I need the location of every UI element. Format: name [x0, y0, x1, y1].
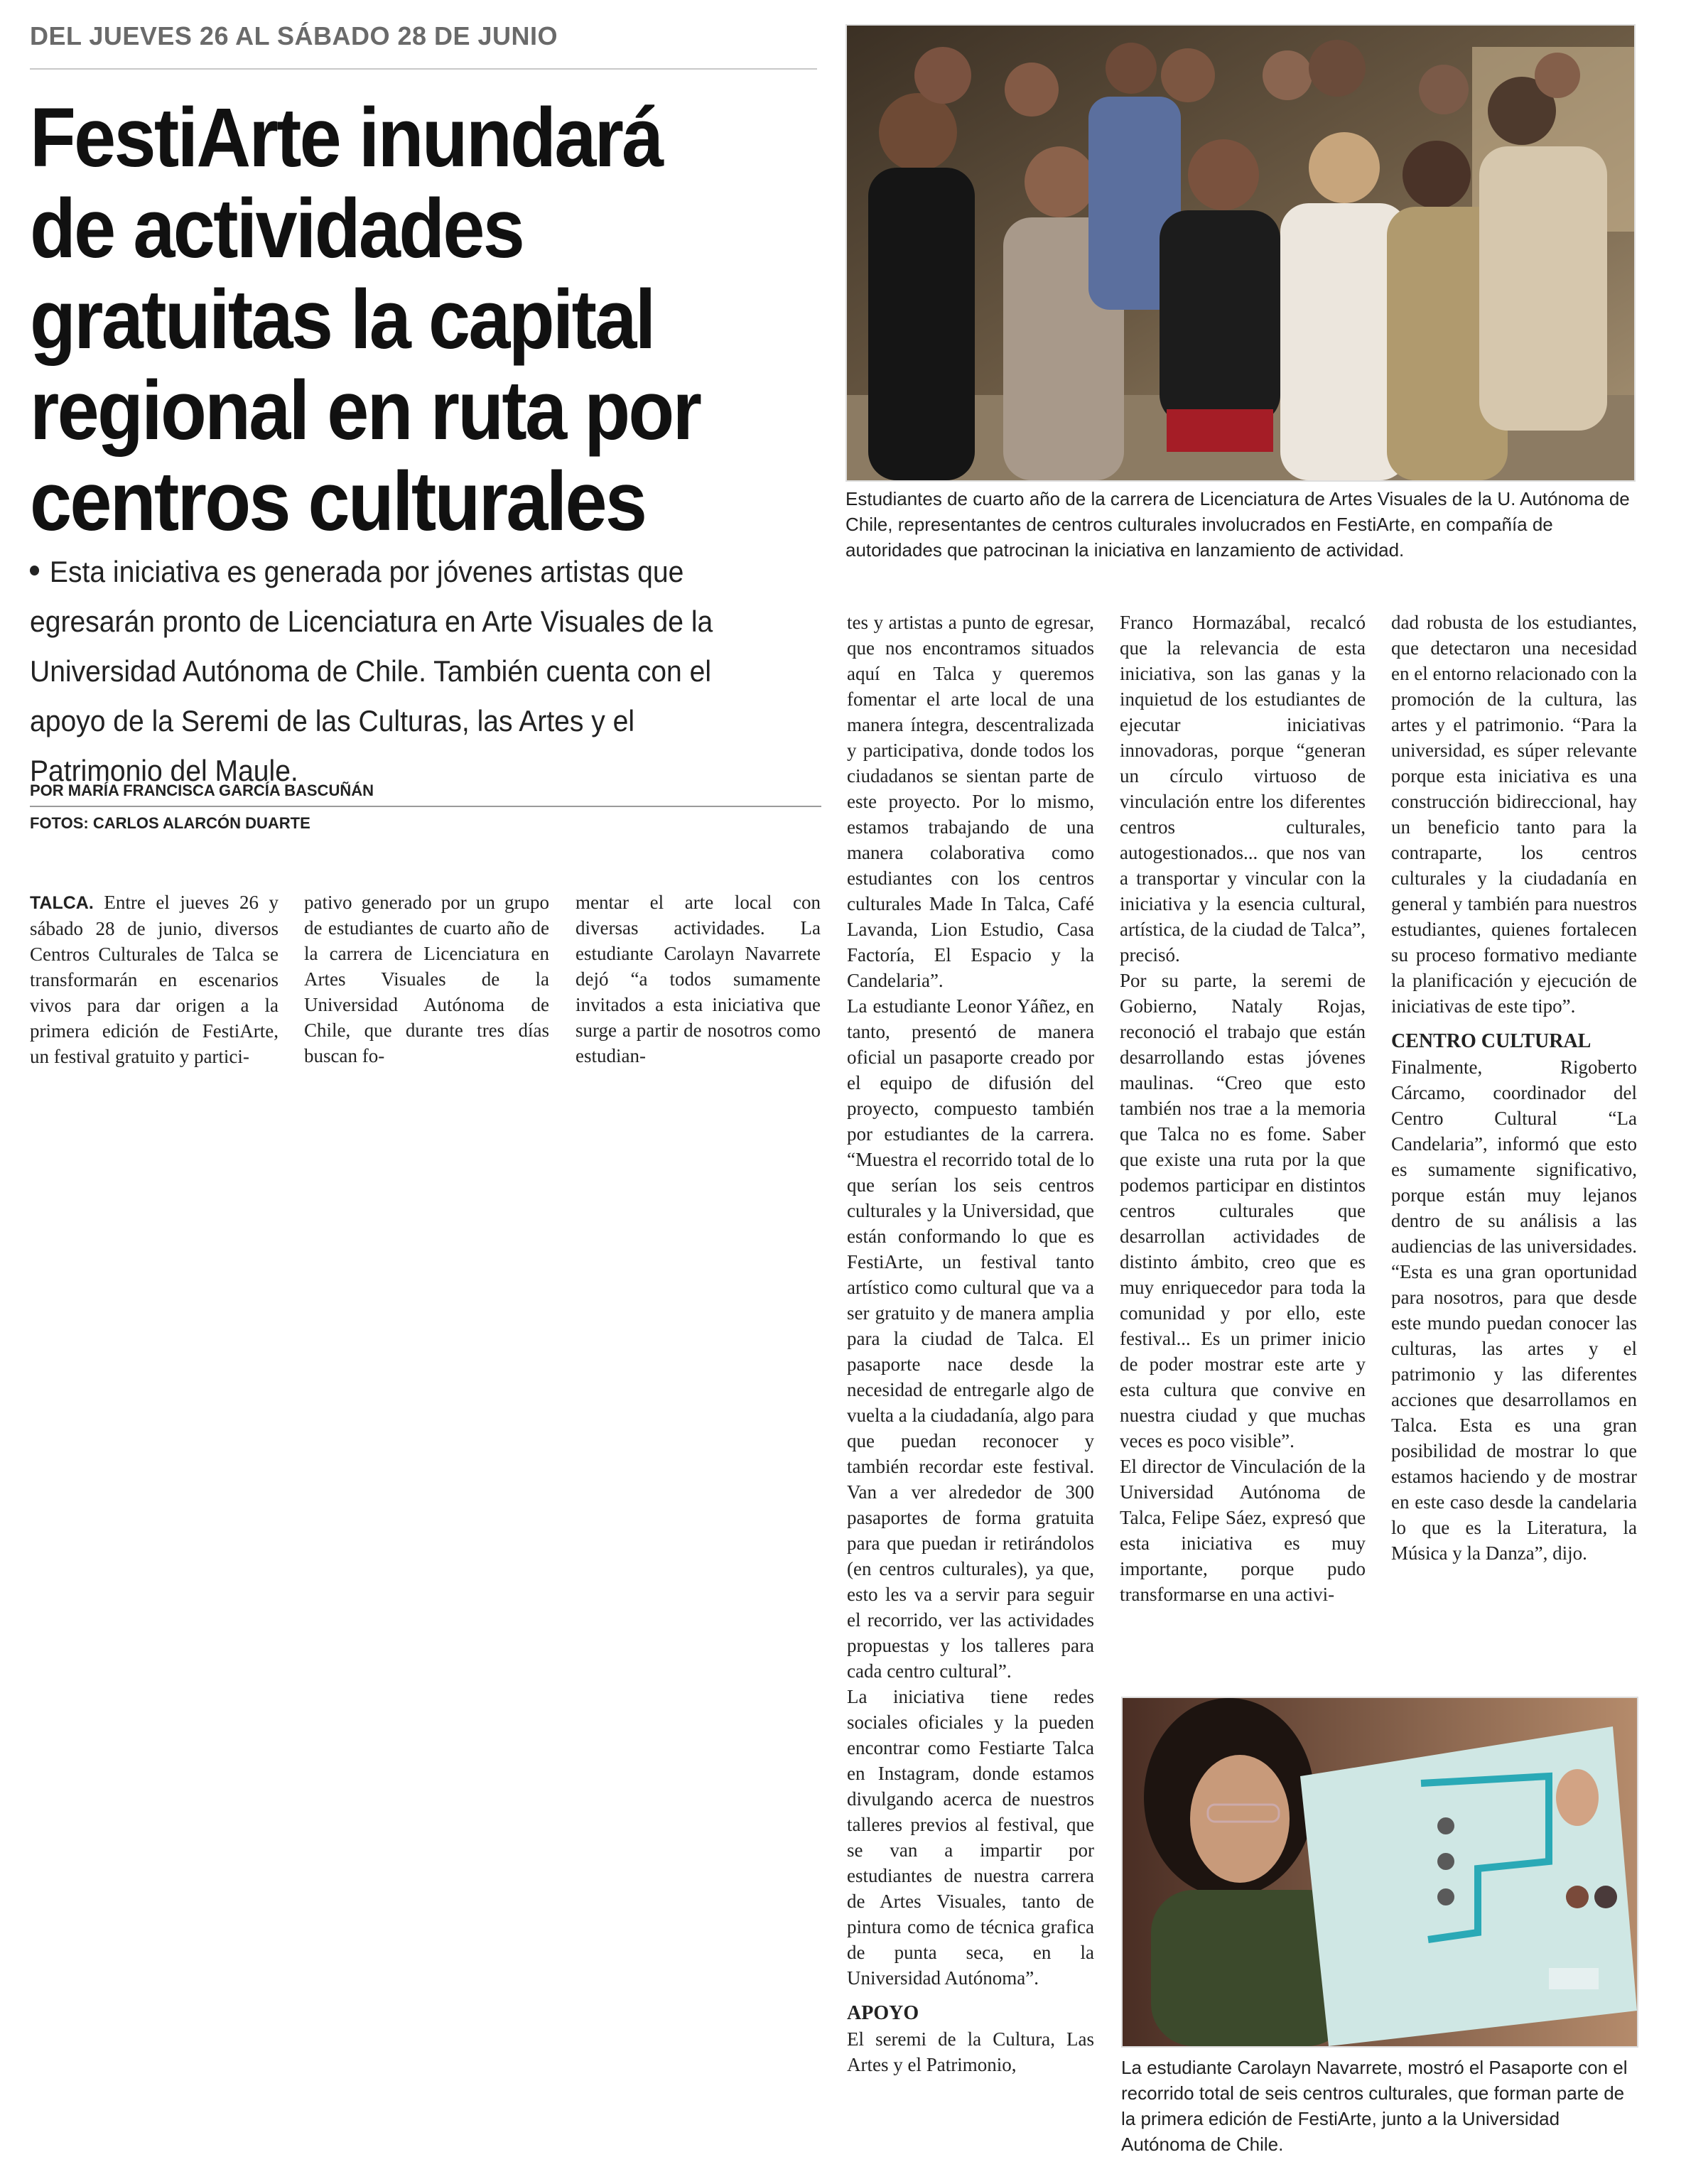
issue-date: DEL JUEVES 26 AL SÁBADO 28 DE JUNIO [30, 21, 817, 70]
bottom-photo-caption: La estudiante Carolayn Navarrete, mostró el Pasaporte con el recorrido total de seis centros culturales, que forman parte de la primera edición de FestiArte, junto a la Universidad Autónoma de Chile. [1121, 2057, 1628, 2155]
article-column-1 [30, 890, 279, 1069]
headline: FestiArte inundará de actividades gratuitas la capital regional en ruta por centros culturales [30, 91, 701, 548]
article-column-6 [1391, 610, 1637, 1566]
dateline: TALCA. [30, 893, 94, 913]
column-5-paragraph-1: Franco Hormazábal, recalcó que la relevancia de esta iniciativa, son las ganas y la inquietud de los estudiantes de ejecutar iniciativas innovadoras, porque “generan un círculo virtuoso de vinculación entre los diferentes centros culturales, autogestionados... que nos van a transportar y vincular con la iniciativa y la esencia cultural, artística, de la ciudad de Talca”, precisó. [1120, 612, 1366, 966]
column-4-paragraph-3: La iniciativa tiene redes sociales oficiales y la pueden encontrar como Festiarte Talca en Instagram, donde estamos divulgando acerca de nuestros talleres previos al festival, que se van a impartir por estudiantes de nuestra carrera de Artes Visuales, tanto de pintura como de técnica grafica de punta seca, en la Universidad Autónoma”. [847, 1686, 1094, 1989]
column-1-text: Entre el jueves 26 y sábado 28 de junio, diversos Centros Culturales de Talca se transformarán en escenarios vivos para dar origen a la primera edición de FestiArte, un festival gratuito y partici- [30, 892, 279, 1067]
column-6-paragraph-2: Finalmente, Rigoberto Cárcamo, coordinador del Centro Cultural “La Candelaria”, informó que esto es sumamente significativo, porque están muy lejanos dentro de su análisis a las audiencias de las universidades. “Esta es una gran oportunidad para nosotros, para que desde este mundo puedan conocer las culturas, las artes y el patrimonio y las diferentes acciones que desarrollamos en Talca. Esta es una gran posibilidad de mostrar lo que estamos haciendo y de mostrar en este caso desde la candelaria lo que es la Literatura, la Música y la Danza”, dijo. [1391, 1056, 1637, 1564]
top-photo-caption: Estudiantes de cuarto año de la carrera de Licenciatura de Artes Visuales de la U. Autónoma de Chile, representantes de centros culturales involucrados en FestiArte, en compañía de autoridades que patrocinan la iniciativa en lanzamiento de actividad. [845, 488, 1630, 561]
article-column-3 [575, 890, 821, 1069]
column-3-text: mentar el arte local con diversas actividades. La estudiante Carolayn Navarrete dejó “a todos sumamente invitados a esta iniciativa que surge a partir de nosotros como estudian- [575, 892, 821, 1066]
subheading-centro-cultural: CENTRO CULTURAL [1391, 1030, 1592, 1052]
lead-text: Esta iniciativa es generada por jóvenes artistas que egresarán pronto de Licenciatura en Arte Visuales de la Universidad Autónoma de Chile. También cuenta con el apoyo de la Seremi de las Culturas, las Artes y el Patrimonio del Maule. [30, 555, 713, 787]
article-column-2 [304, 890, 549, 1069]
column-4-paragraph-1: tes y artistas a punto de egresar, que nos encontramos situados aquí en Talca y queremos fomentar el arte local de una manera íntegra, descentralizada y participativa, donde todos los ciudadanos se sientan parte de este proyecto. Por lo mismo, estamos trabajando de una manera colaborativa como estudiantes con los centros culturales Made In Talca, Café Lavanda, Lion Estudio, Casa Factoría, El Espacio y la Candelaria”. [847, 612, 1094, 991]
column-6-paragraph-1: dad robusta de los estudiantes, que detectaron una necesidad en el entorno relacionado con la promoción de la cultura, las artes y el patrimonio. “Para la universidad, es súper relevante porque esta iniciativa es una construcción bidireccional, hay un beneficio tanto para la contraparte, los centros culturales y la ciudadanía en general y también para nuestros estudiantes, quienes fortalecen su proceso formativo mediante la planificación y ejecución de iniciativas de este tipo”. [1391, 612, 1637, 1017]
student-photo [1121, 1697, 1638, 2048]
article-column-5 [1120, 610, 1366, 1607]
student-with-map-photo-icon [1123, 1698, 1637, 2046]
article-column-4 [847, 610, 1094, 2077]
column-4-paragraph-4: El seremi de la Cultura, Las Artes y el Patrimonio, [847, 2028, 1094, 2075]
photo-credit: FOTOS: CARLOS ALARCÓN DUARTE [30, 814, 310, 832]
column-2-text: pativo generado por un grupo de estudiantes de cuarto año de la carrera de Licenciatura en Artes Visuales de la Universidad Autónoma de Chile, que durante tres días buscan fo- [304, 892, 549, 1066]
lead-paragraph [30, 547, 770, 796]
group-photo-icon [847, 26, 1634, 480]
group-photo [845, 24, 1636, 482]
subheading-apoyo: APOYO [847, 2002, 919, 2024]
column-5-paragraph-3: El director de Vinculación de la Universidad Autónoma de Talca, Felipe Sáez, expresó que esta iniciativa es muy importante, porque pudo transformarse en una activi- [1120, 1456, 1366, 1605]
bullet-icon [30, 566, 39, 575]
column-5-paragraph-2: Por su parte, la seremi de Gobierno, Nataly Rojas, reconoció el trabajo que están desarrollando estas jóvenes maulinas. “Creo que esto también nos trae a la memoria que Talca no es fome. Saber que existe una ruta por la que podemos participar en distintos centros culturales que desarrollan actividades de distinto ámbito, creo que es muy enriquecedor para toda la comunidad y por ello, este festival... Es un primer inicio de poder mostrar este arte y esta cultura que convive en nuestra ciudad y que muchas veces es poco visible”. [1120, 970, 1366, 1452]
byline: POR MARÍA FRANCISCA GARCÍA BASCUÑÁN [30, 782, 821, 807]
column-4-paragraph-2: La estudiante Leonor Yáñez, en tanto, presentó de manera oficial un pasaporte creado por el equipo de difusión del proyecto, compuesto también por estudiantes de la carrera. “Muestra el recorrido total de lo que serían los seis centros culturales y la Universidad, que están conformando lo que es FestiArte, un festival tanto artístico como cultural que va a ser gratuito y de manera amplia para la ciudad de Talca. El pasaporte nace desde la necesidad de entregarle algo de vuelta a la ciudadanía, algo para que puedan reconocer y también recordar este festival. Van a ver alrededor de 300 pasaportes de forma gratuita para que puedan ir retirándolos (en centros culturales), ya que, esto les va a servir para seguir el recorrido, ver las actividades propuestas y los talleres para cada centro cultural”. [847, 995, 1094, 1682]
